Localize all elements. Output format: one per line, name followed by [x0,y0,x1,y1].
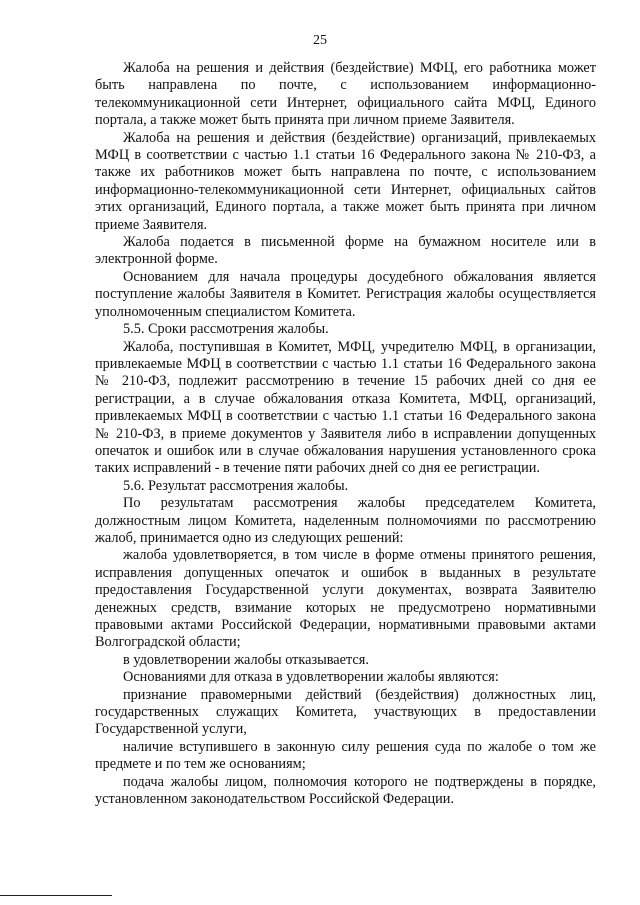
footer-rule [0,895,112,896]
paragraph-review-terms: Жалоба, поступившая в Комитет, МФЦ, учредителю МФЦ, в организации, привлекаемые МФЦ в соответствии с частью 1.1 статьи 16 Федерального закона № 210-ФЗ, подлежит рассмотрению в течение 15 рабочих дней со дня ее регистрации, а в случае обжалования отказа Комитета, МФЦ, организаций, привлекаемых МФЦ в соответствии с частью 1.1 статьи 16 Федерального закона № 210-ФЗ, в приеме документов у Заявителя либо в исправлении допущенных опечаток и ошибок или в случае обжалования нарушения установленного срока таких исправлений - в течение пяти рабочих дней со дня ее регистрации. [95,338,596,477]
paragraph-decision-satisfy: жалоба удовлетворяется, в том числе в форме отмены принятого решения, исправления допущенных опечаток и ошибок в выданных в результате предоставления Государственной услуги документах, возврата Заявителю денежных средств, взимание которых не предусмотрено нормативными правовыми актами Российской Федерации, нормативными правовыми актами Волгоградской области; [95,547,596,651]
paragraph-review-results: По результатам рассмотрения жалобы председателем Комитета, должностным лицом Комитета, наделенным полномочиями по рассмотрению жалоб, принимается одно из следующих решений: [95,495,596,546]
document-body [95,60,596,808]
paragraph-mfc-complaint: Жалоба на решения и действия (бездействие) МФЦ, его работника может быть направлена по почте, с использованием информационно-телекоммуникационной сети Интернет, официального сайта МФЦ, Единого портала, а также может быть принята при личном приеме Заявителя. [95,60,596,129]
paragraph-complaint-form: Жалоба подается в письменной форме на бумажном носителе или в электронной форме. [95,234,596,268]
section-heading-5-5: 5.5. Сроки рассмотрения жалобы. [123,321,329,338]
paragraph-ground-lawful-actions: признание правомерными действий (бездействия) должностных лиц, государственных служащих Комитета, участвующих в предоставлении Государственной услуги, [95,686,596,738]
paragraph-organizations-complaint: Жалоба на решения и действия (бездействие) организаций, привлекаемых МФЦ в соответствии с частью 1.1 статьи 16 Федерального закона № 210-ФЗ, а также их работников может быть направлена по почте, с использованием информационно-телекоммуникационной сети Интернет, официальных сайтов этих организаций, Единого портала, а также может быть принята при личном приеме Заявителя. [95,129,596,233]
page-number: 25 [313,33,327,48]
section-heading-5-6: 5.6. Результат рассмотрения жалобы. [123,477,349,494]
paragraph-procedure-basis: Основанием для начала процедуры досудебного обжалования является поступление жалобы Заявителя в Комитет. Регистрация жалобы осуществляется уполномоченным специалистом Комитета. [95,268,596,320]
paragraph-decision-refuse: в удовлетворении жалобы отказывается. [123,651,369,668]
paragraph-ground-court-decision: наличие вступившего в законную силу решения суда по жалобе о том же предмете и по тем же основаниям; [95,738,596,773]
paragraph-refusal-grounds: Основаниями для отказа в удовлетворении жалобы являются: [123,669,499,686]
paragraph-ground-unconfirmed-authority: подача жалобы лицом, полномочия которого не подтверждены в порядке, установленном законодательством Российской Федерации. [95,773,596,808]
